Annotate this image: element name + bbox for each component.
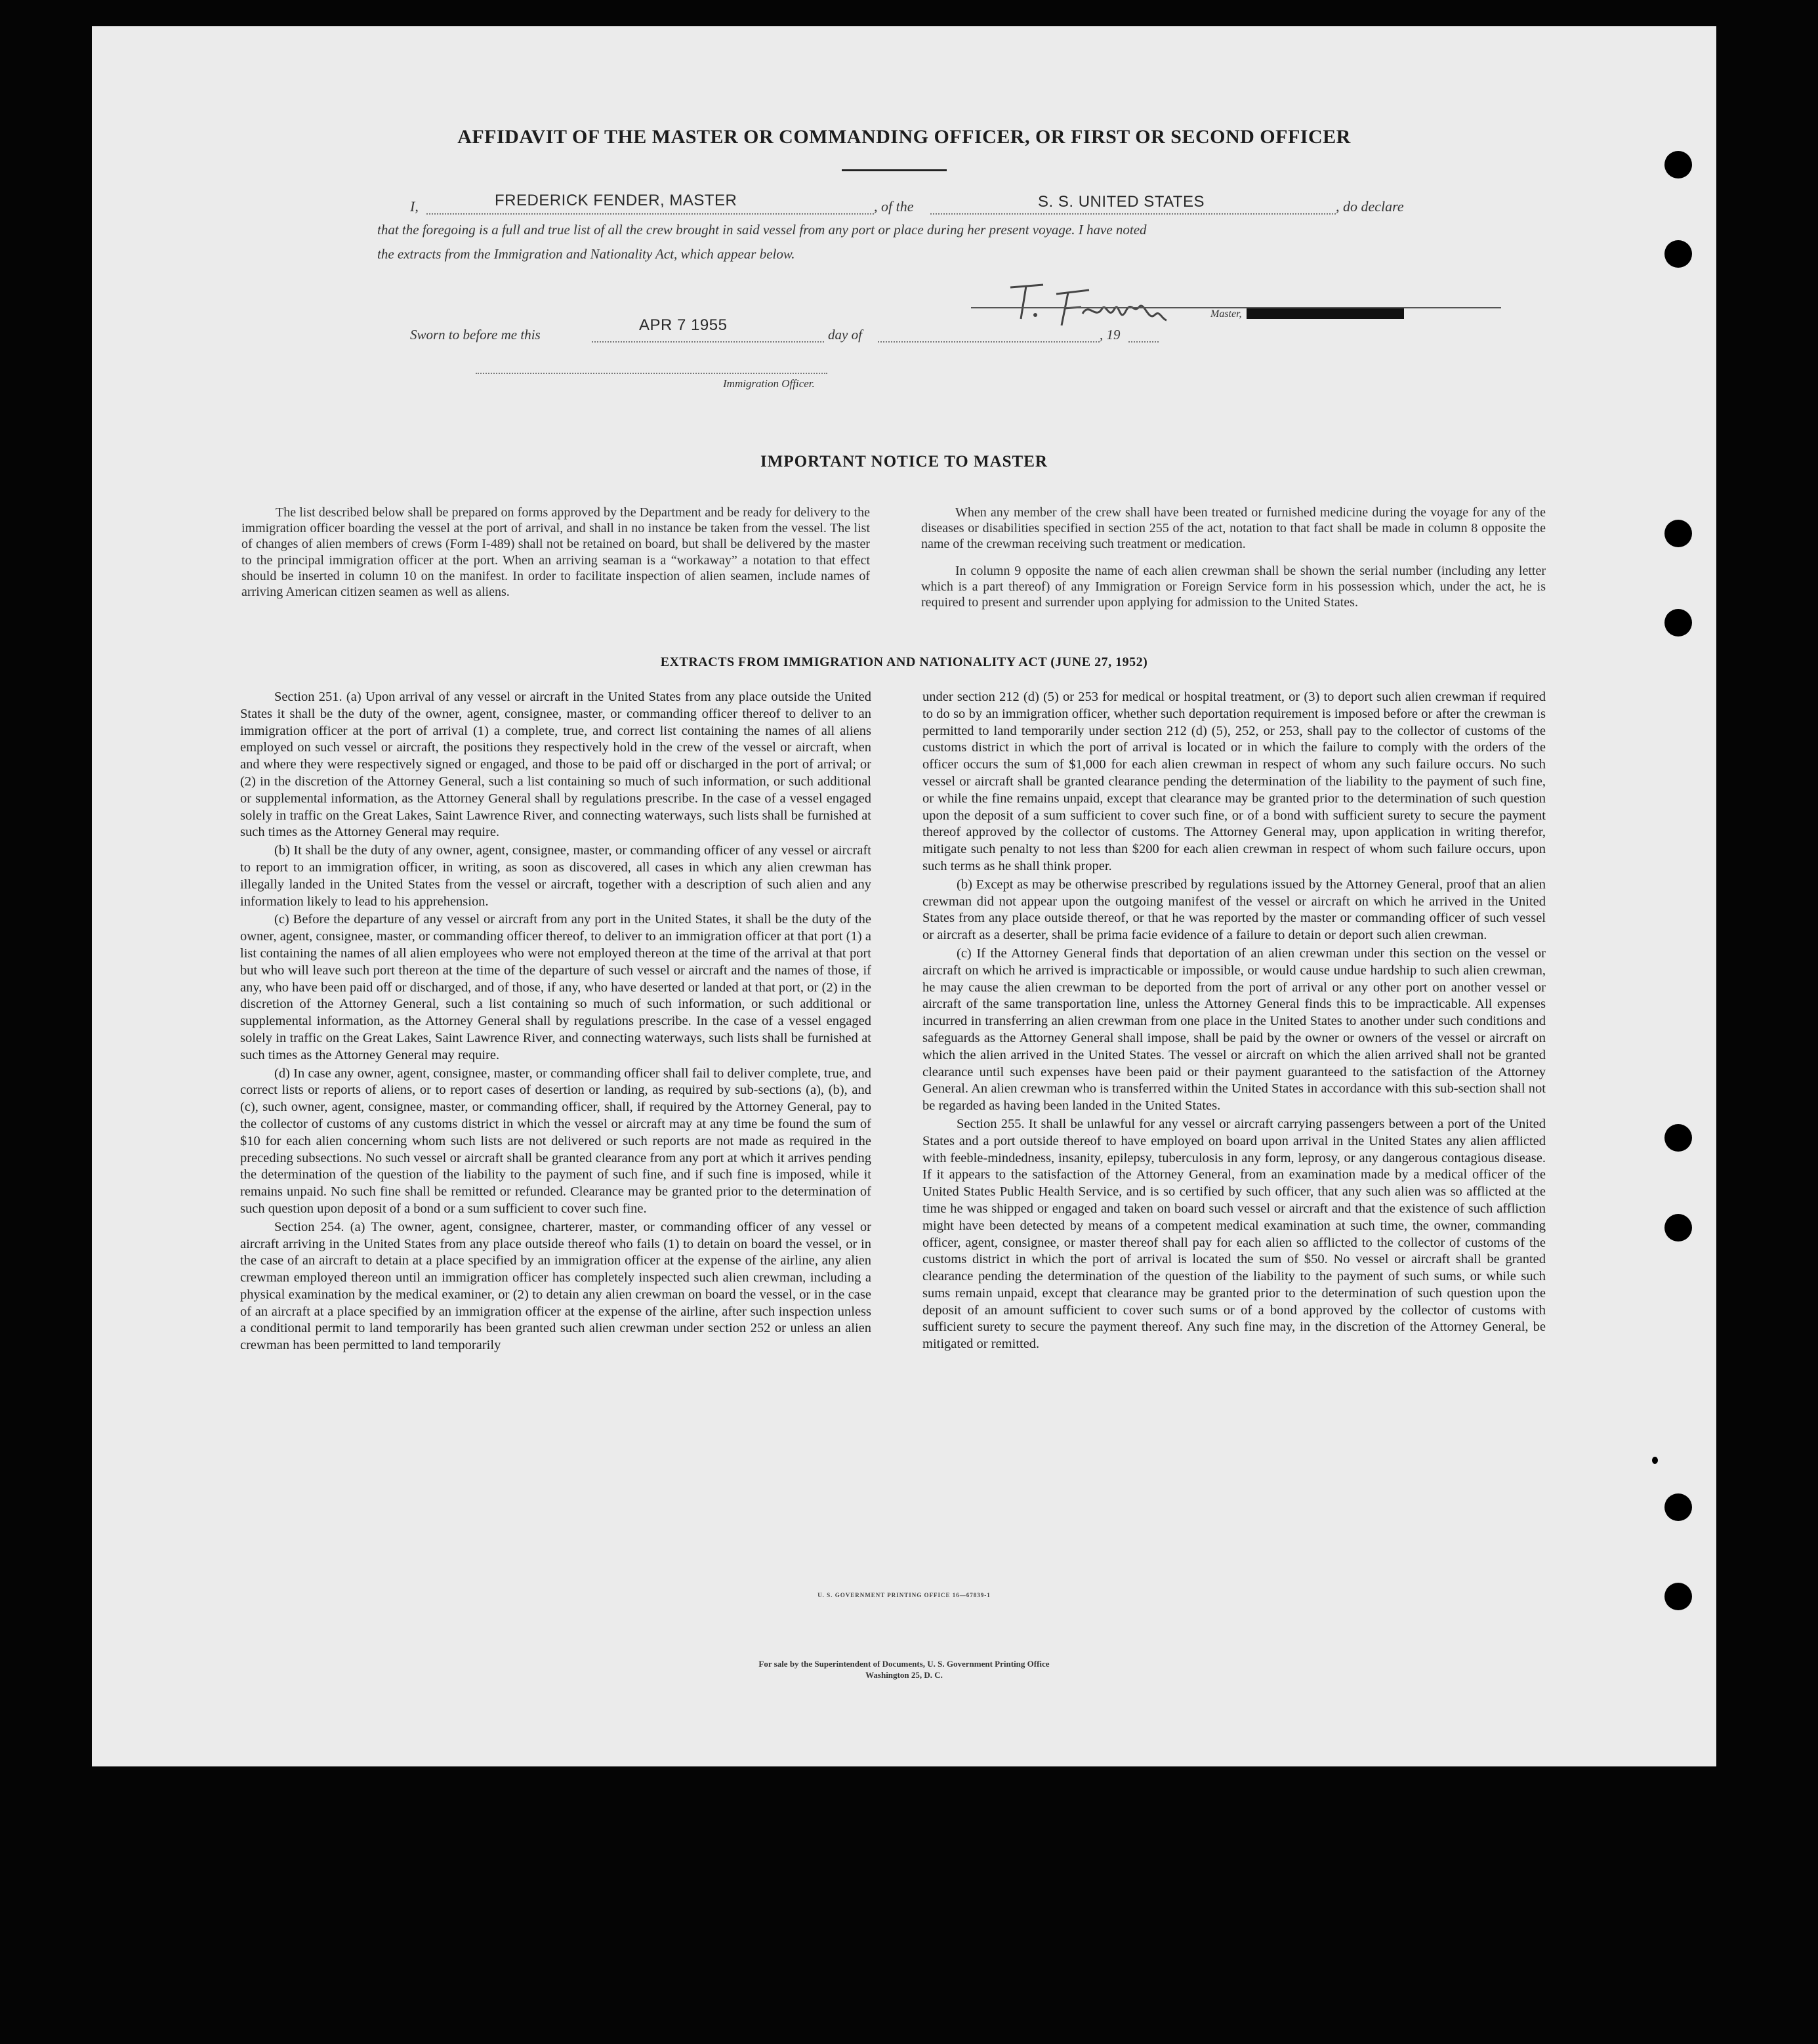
master-signature <box>997 268 1181 333</box>
section-254-a-continued: under section 212 (d) (5) or 253 for medical or hospital treatment, or (3) to deport such alien crewman if required to do so by an immigration officer, whether such deportation requirement is imposed before or after the crewman is permitted to land temporarily under section 212 (d) (5), 252, or 253, shall pay to the collector of customs of the customs district in which the port of arrival is located or in which the failure to comply with the orders of the officer occurs the sum of $1,000 for each alien crewman in respect of whom any such failure occurs. No such vessel or aircraft shall be granted clearance pending the determination of the liability to the payment of such fine, or while the fine remains unpaid, except that clearance may be granted prior to the determination of such question upon the deposit of a sum sufficient to cover such fine, or of a bond with sufficient surety to secure the payment thereof approved by the collector of customs. The Attorney General may, upon application in writing therefor, mitigate such penalty to not less than $200 for each alien crewman in respect of whom such failure occurs, upon such terms as he shall think proper. <box>922 690 1546 873</box>
section-251-d: (d) In case any owner, agent, consignee, master, or commanding officer shall fail to deliver complete, true, and correct lists or reports of aliens, or to report cases of desertion or landing, as required by sub-sections (a), (b), and (c), such owner, agent, consignee, master, or commanding officer, shall, if required by the Attorney General, pay to the collector of customs of any customs district in which the vessel or aircraft may at any time be found the sum of $10 for each alien concerning whom such lists are not delivered or such reports are not made as required in the preceding subsections. No such vessel or aircraft shall be granted clearance from any port at which it arrives pending the determination of the question of the liability to the payment of such fine, and if such fine is imposed, while it remains unpaid. No such fine shall be remitted or refunded. Clearance may be granted prior to the determination of such question upon deposit of a bond or a sum sufficient to cover such fine. <box>240 1066 871 1216</box>
section-251-b: (b) It shall be the duty of any owner, agent, consignee, master, or commanding officer of any vessel or aircraft to report to an immigration officer, in writing, as soon as discovered, all cases in which any alien crewman has illegally landed in the United States from the vessel or aircraft, together with a description of such alien and any information likely to lead to his apprehension. <box>240 843 871 909</box>
affidavit-line-3: the extracts from the Immigration and Nationality Act, which appear below. <box>377 246 795 262</box>
gpo-imprint: U. S. GOVERNMENT PRINTING OFFICE 16—67839-1 <box>817 1592 991 1598</box>
punch-hole <box>1664 151 1692 178</box>
punch-hole <box>1664 520 1692 547</box>
punch-hole <box>1664 1493 1692 1521</box>
notice-right-column <box>921 505 1546 612</box>
declare-label: , do declare <box>1336 198 1404 215</box>
extracts-title: EXTRACTS FROM IMMIGRATION AND NATIONALITY ACT (JUNE 27, 1952) <box>660 655 1148 669</box>
vessel-line <box>930 213 1336 215</box>
sworn-date: APR 7 1955 <box>639 316 728 334</box>
immigration-officer-label: Immigration Officer. <box>723 377 815 390</box>
notice-title: IMPORTANT NOTICE TO MASTER <box>760 453 1048 470</box>
vessel-name: S. S. UNITED STATES <box>1038 193 1205 211</box>
section-254-a: Section 254. (a) The owner, agent, consignee, charterer, master, or commanding officer of any vessel or aircraft arriving in the United States from any place outside thereof who fails (1) to detain on board the vessel, or in the case of an aircraft to detain at a place specified by an immigration officer at the expense of the airline, any alien crewman employed thereon until an immigration officer has completely inspected such alien crewman, including a physical examination by the medical examiner, or (2) to detain any alien crewman on board the vessel, or in the case of an aircraft at a place specified by an immigration officer at the expense of the airline, after such inspection unless a conditional permit to land temporarily has been granted such alien crewman under section 252 or unless an alien crewman has been permitted to land temporarily <box>240 1219 871 1353</box>
section-251-c: (c) Before the departure of any vessel or aircraft from any port in the United States, it shall be the duty of the owner, agent, consignee, master, or commanding officer thereof, to deliver to an immigration officer at that port (1) a list containing the names of all alien employees who were not employed thereon at the time of the arrival at that port but who will leave such port thereon at the time of the departure of such vessel or aircraft and the names of those, if any, who have been paid off or discharged, and of those, if any, who have deserted or landed at that port, or (2) in the discretion of the Attorney General, such a list containing so much of such information, or such additional or supplemental information, as the Attorney General shall by regulations prescribe. In the case of a vessel engaged solely in traffic on the Great Lakes, Saint Lawrence River, and connecting waterways, such lists shall be furnished at such times as the Attorney General may require. <box>240 912 871 1062</box>
notice-left-column <box>241 505 870 601</box>
notice-right-paragraph-1: When any member of the crew shall have been treated or furnished medicine during the voyage for any of the diseases or disabilities specified in section 255 of the act, notation to that fact shall be made in column 8 opposite the name of the crewman receiving such treatment or medication. <box>921 505 1546 552</box>
i-label: I, <box>410 198 419 215</box>
punch-hole <box>1664 1124 1692 1152</box>
month-line <box>878 341 1100 343</box>
sworn-label: Sworn to before me this <box>410 327 541 343</box>
sale-notice <box>92 1658 1716 1680</box>
year-label: , 19 <box>1100 327 1121 343</box>
section-255: Section 255. It shall be unlawful for any vessel or aircraft carrying passengers between a port of the United States and a port outside thereof to have employed on board upon arrival in the United States any alien afflicted with feeble-mindedness, insanity, epilepsy, tuberculosis in any form, leprosy, or any dangerous contagious disease. If it appears to the satisfaction of the Attorney General, from an examination made by a medical officer of the United States Public Health Service, and is so certified by such officer, that any such alien was so afflicted at the time he was shipped or engaged and taken on board such vessel or aircraft and that the existence of such affliction might have been detected by means of a competent medical examination at such time, the owner, commanding officer, agent, consignee, or master thereof shall pay for each alien so afflicted to the collector of customs of the customs district in which the port of arrival is located the sum of $50. No vessel or aircraft shall be granted clearance pending the determination of the question of the liability to the payment of such sums, or while such sums remain unpaid, except that clearance may be granted prior to the determination of such question upon the deposit of an amount sufficient to cover such sums or of a bond approved by the collector of customs with sufficient surety to secure the payment thereof. Any such fine may, in the discretion of the Attorney General, be mitigated or remitted. <box>922 1116 1546 1352</box>
officer-name-line <box>426 213 874 215</box>
redaction-bar <box>1247 308 1404 319</box>
document-page <box>92 26 1716 1766</box>
notice-left-paragraph: The list described below shall be prepared on forms approved by the Department and be ready for delivery to the immigration officer boarding the vessel at the port of arrival, and shall in no instance be taken from the vessel. The list of changes of alien members of crews (Form I-489) shall not be retained on board, but shall be delivered by the master to the principal immigration officer at the port. When an arriving seaman is a “workaway” a notation to that effect should be inserted in column 10 on the manifest. In order to facilitate inspection of alien seamen, include names of arriving American citizen seamen as well as aliens. <box>241 505 870 600</box>
officer-name: FREDERICK FENDER, MASTER <box>495 192 737 209</box>
extracts-right-column <box>922 689 1546 1354</box>
year-line <box>1128 341 1159 343</box>
punch-hole <box>1664 609 1692 636</box>
section-251-a: Section 251. (a) Upon arrival of any vessel or aircraft in the United States from any place outside the United States it shall be the duty of the owner, agent, consignee, master, or commanding officer thereof to deliver to an immigration officer at the port of arrival (1) a complete, true, and correct list containing the names of all aliens employed on such vessel or aircraft, the positions they respectively hold in the crew of the vessel or aircraft, when and where they were respectively signed or engaged, and those to be paid off or discharged in the port of arrival; or (2) in the discretion of the Attorney General, such a list containing so much of such information, or such additional or supplemental information, as the Attorney General shall by regulations prescribe. In the case of a vessel engaged solely in traffic on the Great Lakes, Saint Lawrence River, and connecting waterways, such lists shall be furnished at such times as the Attorney General may require. <box>240 690 871 840</box>
of-the-label: , of the <box>874 198 914 215</box>
sale-line-1: For sale by the Superintendent of Documents, U. S. Government Printing Office <box>758 1659 1050 1669</box>
day-of-label: day of <box>828 327 862 343</box>
section-254-b: (b) Except as may be otherwise prescribed by regulations issued by the Attorney General, proof that an alien crewman did not appear upon the outgoing manifest of the vessel or aircraft on which he arrived in the United States from any place outside thereof, or that he was reported by the master or commanding officer of such vessel or aircraft as a deserter, shall be prima facie evidence of a failure to detain or deport such alien crewman. <box>922 877 1546 943</box>
notice-right-paragraph-2: In column 9 opposite the name of each alien crewman shall be shown the serial number (including any letter which is a part thereof) of any Immigration or Foreign Service form in his possession which, under the act, he is required to present and surrender upon applying for admission to the United States. <box>921 563 1546 610</box>
master-label: Master, <box>1210 308 1242 320</box>
section-254-c: (c) If the Attorney General finds that deportation of an alien crewman under this section on the vessel or aircraft on which he arrived is impracticable or impossible, or would cause undue hardship to such alien crewman, he may cause the alien crewman to be deported from the port of arrival or any other port on another vessel or aircraft of the same transportation line, unless the Attorney General finds this to be impracticable. All expenses incurred in transferring an alien crewman from one place in the United States to another under such conditions and safeguards as the Attorney General shall impose, shall be paid by the owner or owners of the vessel or aircraft on which the alien arrived in the United States. The vessel or aircraft on which the alien arrived shall not be granted clearance until such expenses have been paid or their payment guaranteed to the satisfaction of the Attorney General. An alien crewman who is transferred within the United States in accordance with this sub-section shall not be regarded as having been landed in the United States. <box>922 946 1546 1114</box>
punch-hole <box>1664 1214 1692 1241</box>
immigration-officer-line <box>476 373 827 374</box>
extracts-left-column <box>240 689 871 1356</box>
sworn-date-line <box>592 341 824 343</box>
affidavit-line-2: that the foregoing is a full and true list of all the crew brought in said vessel from any port or place during her present voyage. I have noted <box>377 222 1147 238</box>
title-rule <box>842 169 947 171</box>
punch-hole <box>1664 240 1692 268</box>
affidavit-title: AFFIDAVIT OF THE MASTER OR COMMANDING OFFICER, OR FIRST OR SECOND OFFICER <box>457 126 1351 148</box>
ink-speck <box>1652 1457 1658 1464</box>
sale-line-2: Washington 25, D. C. <box>865 1670 943 1680</box>
